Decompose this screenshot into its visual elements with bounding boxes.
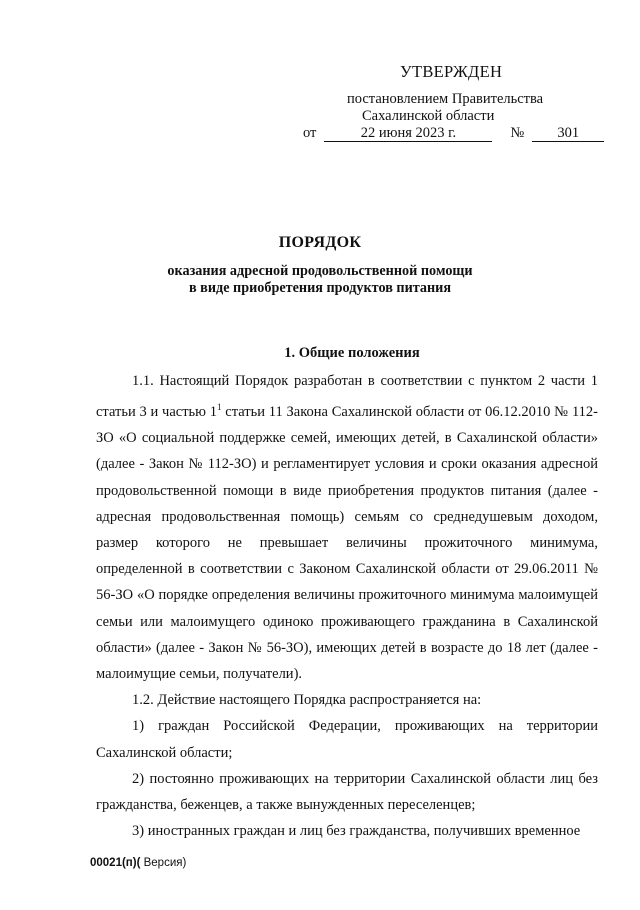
document-subtitle-line2: в виде приобретения продуктов питания	[188, 280, 452, 296]
decree-date-row	[303, 125, 604, 142]
decree-number: 301	[532, 125, 604, 142]
paragraph-1-2: 1.2. Действие настоящего Порядка распространяется на:	[132, 692, 482, 709]
list-item-2: 2) постоянно проживающих на территории Сахалинской области лиц без гражданства, беженцев, а также вынужденных переселенцев;	[96, 770, 598, 814]
approved-by-region: Сахалинской области	[362, 108, 495, 124]
section-heading: 1. Общие положения	[284, 345, 420, 361]
number-label: №	[510, 125, 525, 141]
paragraph-1-1-text-b: статьи 11 Закона Сахалинской области от 06.12.2010 № 112-ЗО «О социальной поддержке семей, имеющих детей, в Сахалинской области» (далее - Закон № 112-ЗО) и регламентирует условия и сроки оказания адресной продовольственной помощи в виде приобретения продуктов питания (далее - адресная продовольственная помощь) семьям со среднедушевым доходом, размер которого не превышает величины прожиточного минимума, определенной в соответствии с Законом Сахалинской области от 29.06.2011 № 56-ЗО «О порядке определения величины прожиточного минимума малоимущей семьи или малоимущего одиноко проживающего гражданина в Сахалинской области» (далее - Закон № 56-ЗО), имеющих детей в возрасте до 18 лет (далее - малоимущие семьи, получатели).	[96, 404, 598, 683]
footer-code: 00021(п)(	[90, 857, 141, 869]
decree-date: 22 июня 2023 г.	[324, 125, 492, 142]
footer-version-text: Версия)	[140, 857, 187, 869]
list-item-3: 3) иностранных граждан и лиц без гражданства, получивших временное	[132, 823, 581, 840]
paragraph-1-1-text-a: 1.1. Настоящий Порядок разработан в соответствии с пунктом 2 части 1 статьи 3 и частью 1	[96, 373, 598, 421]
approved-by-line: постановлением Правительства	[347, 91, 544, 107]
document-subtitle-line1: оказания адресной продовольственной помощи	[167, 263, 473, 279]
document-body	[96, 368, 598, 844]
superscript-mark: 1	[217, 402, 222, 413]
document-title: ПОРЯДОК	[278, 234, 362, 251]
list-item-1: 1) граждан Российской Федерации, проживающих на территории Сахалинской области;	[96, 718, 598, 761]
from-label: от	[303, 125, 317, 141]
footer-version	[90, 857, 186, 869]
paragraph-1-1	[96, 368, 598, 687]
approved-label: УТВЕРЖДЕН	[400, 62, 503, 81]
